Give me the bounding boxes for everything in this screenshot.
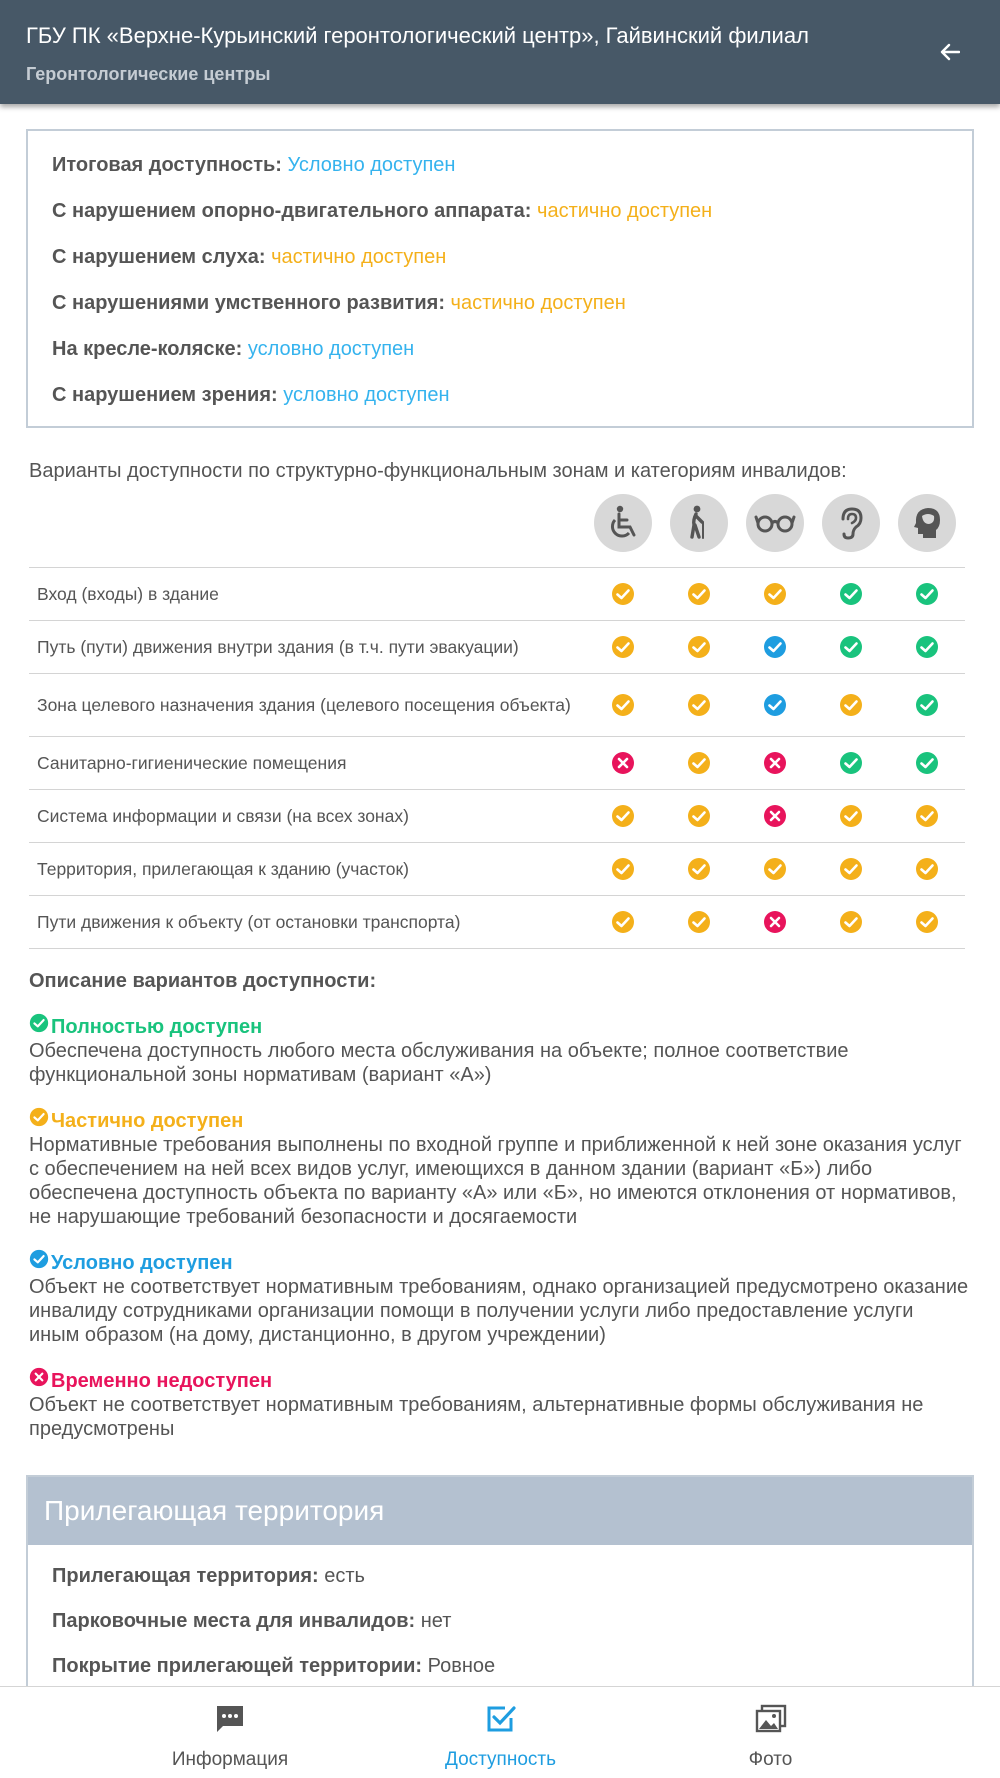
zone-mark [889, 843, 965, 896]
legend-item-none [29, 1369, 969, 1441]
zone-mark [585, 737, 661, 790]
check-circle-icon [839, 804, 863, 828]
zone-mark [889, 896, 965, 949]
cross-circle-icon [763, 910, 787, 934]
cross-circle-icon [29, 1367, 49, 1387]
zone-mark [737, 790, 813, 843]
tab-label: Информация [171, 1749, 289, 1770]
check-circle-icon [687, 857, 711, 881]
zone-row [29, 674, 965, 737]
territory-row: Покрытие прилегающей территории: Ровное [52, 1655, 496, 1677]
zone-mark [737, 737, 813, 790]
check-circle-icon [839, 582, 863, 606]
zone-mark [585, 674, 661, 737]
zone-mark [661, 737, 737, 790]
tab-label: Доступность [444, 1749, 556, 1770]
zone-name: Территория, прилегающая к зданию (участок) [29, 843, 585, 896]
check-circle-icon [915, 582, 939, 606]
check-circle-icon [763, 582, 787, 606]
zone-mark [889, 621, 965, 674]
territory-title: Прилегающая территория [28, 1477, 972, 1545]
chat-icon [214, 1703, 246, 1735]
zone-row [29, 621, 965, 674]
arrow-left-icon [940, 43, 960, 61]
zone-name: Санитарно-гигиенические помещения [29, 737, 585, 790]
wheelchair-icon [594, 494, 652, 552]
zone-mark [813, 621, 889, 674]
zone-mark [661, 621, 737, 674]
territory-row: Прилегающая территория: есть [52, 1565, 365, 1587]
check-circle-icon [915, 910, 939, 934]
legend-item-part [29, 1109, 969, 1229]
summary-row: С нарушением опорно-двигательного аппарата: частично доступен [52, 200, 713, 222]
zone-mark [585, 896, 661, 949]
accessibility-summary [26, 129, 974, 428]
check-circle-icon [29, 1107, 49, 1127]
legend-item-desc: Нормативные требования выполнены по входной группе и приближенной к ней зоне оказания услуг с обеспечением на ней всех видов услуг, имеющихся в данном здании (вариант «Б») либо обеспечена доступность объекта по варианту «А» или «Б», но имеются отклонения от нормативов, не нарушающие требований безопасности и досягаемости [29, 1134, 962, 1228]
zone-mark [813, 843, 889, 896]
check-circle-icon [915, 693, 939, 717]
zone-mark [585, 843, 661, 896]
zone-mark [813, 790, 889, 843]
check-circle-icon [763, 857, 787, 881]
zone-mark [585, 790, 661, 843]
zone-mark [813, 737, 889, 790]
check-circle-icon [687, 804, 711, 828]
check-circle-icon [611, 804, 635, 828]
cross-circle-icon [763, 751, 787, 775]
zone-mark [813, 896, 889, 949]
legend-item-title: Условно доступен [51, 1252, 233, 1274]
check-circle-icon [687, 582, 711, 606]
zone-mark [889, 737, 965, 790]
elderly-person-icon [670, 494, 728, 552]
app-header [0, 0, 1000, 104]
legend [29, 970, 969, 1463]
cross-circle-icon [611, 751, 635, 775]
legend-title: Описание вариантов доступности: [29, 970, 377, 992]
check-circle-icon [611, 635, 635, 659]
glasses-icon [746, 494, 804, 552]
summary-value: условно доступен [247, 338, 415, 360]
summary-row: С нарушением зрения: условно доступен [52, 384, 450, 406]
check-circle-icon [763, 693, 787, 717]
summary-row: С нарушением слуха: частично доступен [52, 246, 447, 268]
check-circle-icon [29, 1249, 49, 1269]
legend-item-title: Временно недоступен [51, 1370, 273, 1392]
check-circle-icon [839, 751, 863, 775]
zone-mark [661, 674, 737, 737]
ear-icon [822, 494, 880, 552]
check-circle-icon [687, 910, 711, 934]
zone-mark [585, 568, 661, 621]
summary-value: частично доступен [450, 292, 626, 314]
checkbox-icon [485, 1703, 517, 1735]
zone-name: Вход (входы) в здание [29, 568, 585, 621]
check-circle-icon [611, 582, 635, 606]
check-circle-icon [611, 910, 635, 934]
zone-row [29, 568, 965, 621]
legend-item-title: Частично доступен [51, 1110, 244, 1132]
zone-mark [737, 621, 813, 674]
zone-mark [585, 621, 661, 674]
legend-item-desc: Объект не соответствует нормативным требованиям, альтернативные формы обслуживания не предусмотрены [29, 1394, 924, 1440]
zone-name: Путь (пути) движения внутри здания (в т.ч. пути эвакуации) [29, 621, 585, 674]
legend-item-desc: Обеспечена доступность любого места обслуживания на объекте; полное соответствие функциональной зоны нормативам (вариант «А») [29, 1040, 849, 1086]
page-title: ГБУ ПК «Верхне-Курьинский геронтологический центр», Гайвинский филиал [26, 23, 809, 48]
legend-item-full [29, 1015, 969, 1087]
zone-mark [737, 896, 813, 949]
zones-title: Варианты доступности по структурно-функциональным зонам и категориям инвалидов: [29, 460, 847, 482]
page-subtitle: Геронтологические центры [26, 64, 271, 84]
zone-mark [889, 674, 965, 737]
check-circle-icon [915, 804, 939, 828]
head-icon [898, 494, 956, 552]
check-circle-icon [687, 751, 711, 775]
zone-mark [661, 568, 737, 621]
zone-name: Зона целевого назначения здания (целевого посещения объекта) [29, 674, 585, 737]
zone-mark [737, 674, 813, 737]
summary-row: С нарушениями умственного развития: частично доступен [52, 292, 626, 314]
zones-table [29, 567, 965, 949]
check-circle-icon [611, 693, 635, 717]
zone-mark [661, 843, 737, 896]
legend-item-title: Полностью доступен [51, 1016, 263, 1038]
check-circle-icon [915, 635, 939, 659]
territory-row: Парковочные места для инвалидов: нет [52, 1610, 452, 1632]
summary-row: На кресле-коляске: условно доступен [52, 338, 415, 360]
summary-value: частично доступен [537, 200, 713, 222]
cross-circle-icon [763, 804, 787, 828]
zone-mark [737, 843, 813, 896]
summary-value: условно доступен [283, 384, 450, 406]
check-circle-icon [611, 857, 635, 881]
bottom-nav [0, 1686, 1000, 1778]
legend-item-cond [29, 1251, 969, 1347]
zone-row [29, 896, 965, 949]
summary-row: Итоговая доступность: Условно доступен [52, 154, 456, 176]
zone-mark [813, 674, 889, 737]
zone-mark [661, 790, 737, 843]
zone-mark [737, 568, 813, 621]
check-circle-icon [839, 857, 863, 881]
zone-row [29, 843, 965, 896]
photos-icon [755, 1703, 787, 1735]
check-circle-icon [687, 693, 711, 717]
check-circle-icon [839, 910, 863, 934]
check-circle-icon [839, 693, 863, 717]
zone-row [29, 790, 965, 843]
zone-mark [889, 790, 965, 843]
check-circle-icon [915, 857, 939, 881]
check-circle-icon [687, 635, 711, 659]
category-icons [594, 494, 974, 554]
zone-row [29, 737, 965, 790]
zone-name: Пути движения к объекту (от остановки транспорта) [29, 896, 585, 949]
zone-name: Система информации и связи (на всех зонах) [29, 790, 585, 843]
tab-label: Фото [748, 1749, 793, 1770]
check-circle-icon [839, 635, 863, 659]
check-circle-icon [29, 1013, 49, 1033]
check-circle-icon [915, 751, 939, 775]
summary-value: Условно доступен [287, 154, 456, 176]
back-button[interactable] [930, 36, 970, 68]
tab-photos[interactable] [604, 1687, 937, 1778]
zone-mark [889, 568, 965, 621]
summary-value: частично доступен [271, 246, 447, 268]
legend-item-desc: Объект не соответствует нормативным требованиям, однако организацией предусмотрено оказание инвалиду сотрудниками организации помощи в получении услуги либо предоставление услуги иным образом (на дому, дистанционно, в другом учреждении) [29, 1276, 969, 1346]
zone-mark [661, 896, 737, 949]
check-circle-icon [763, 635, 787, 659]
zone-mark [813, 568, 889, 621]
